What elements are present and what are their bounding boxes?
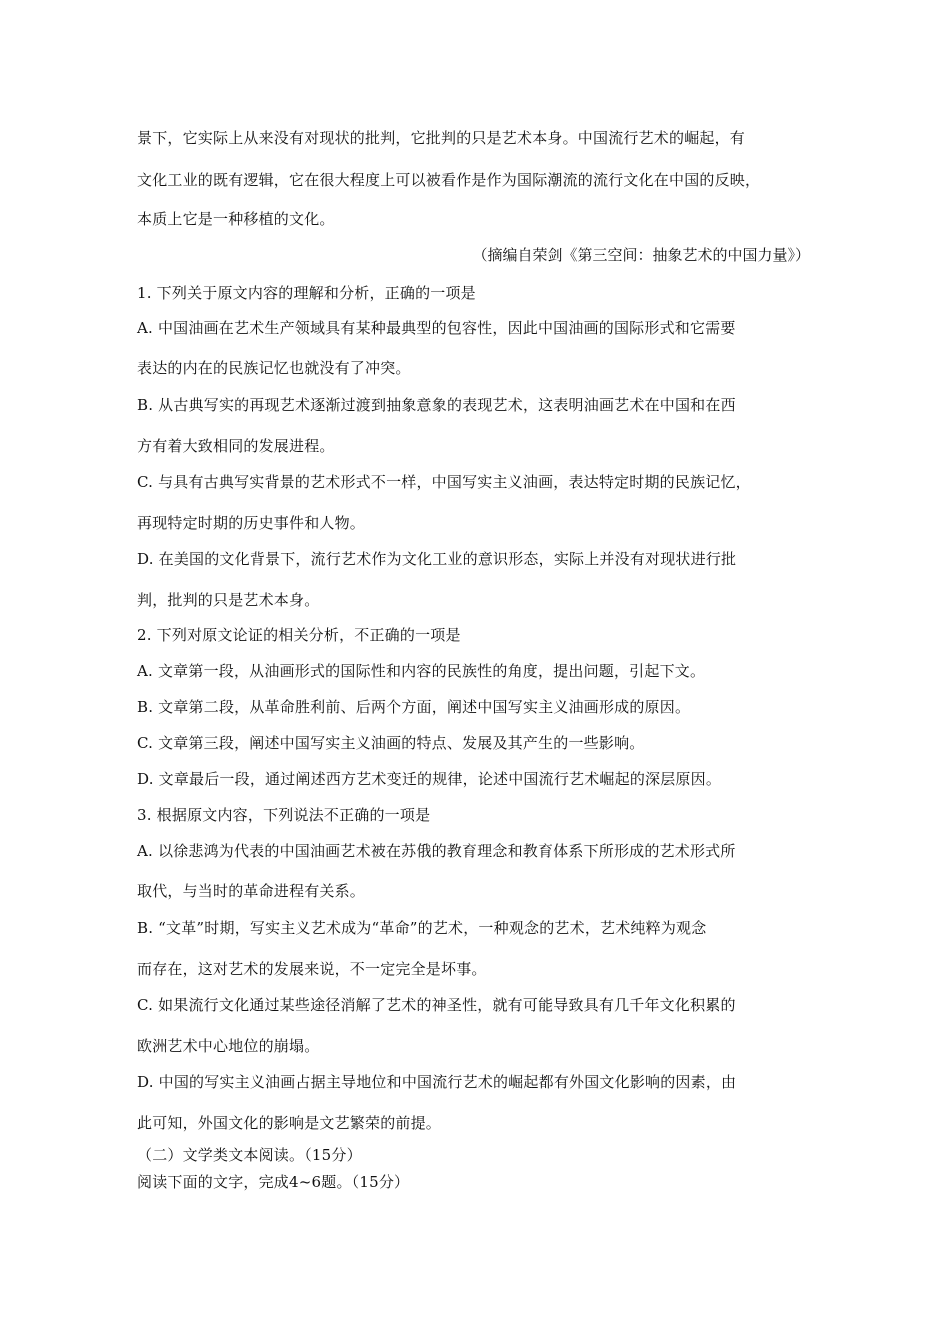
section-heading: （二）文学类文本阅读。（15分） bbox=[137, 1146, 362, 1164]
option-line: 判，批判的只是艺术本身。 bbox=[137, 591, 320, 609]
option-line: 表达的内在的民族记忆也就没有了冲突。 bbox=[137, 359, 411, 377]
question-stem: 2. 下列对原文论证的相关分析，不正确的一项是 bbox=[137, 626, 461, 644]
option-line: D. 中国的写实主义油画占据主导地位和中国流行艺术的崛起都有外国文化影响的因素，由 bbox=[137, 1073, 737, 1091]
option-line: 欧洲艺术中心地位的崩塌。 bbox=[137, 1037, 320, 1055]
option-line: D. 文章最后一段，通过阐述西方艺术变迁的规律，论述中国流行艺术崛起的深层原因。 bbox=[137, 770, 722, 788]
option-line: A. 中国油画在艺术生产领域具有某种最典型的包容性，因此中国油画的国际形式和它需要 bbox=[137, 319, 736, 337]
question-stem: 3. 根据原文内容，下列说法不正确的一项是 bbox=[137, 806, 431, 824]
option-line: 方有着大致相同的发展进程。 bbox=[137, 437, 335, 455]
passage-attribution: （摘编自荣剑《第三空间：抽象艺术的中国力量》） bbox=[472, 246, 810, 264]
passage-line: 文化工业的既有逻辑，它在很大程度上可以被看作是作为国际潮流的流行文化在中国的反映， bbox=[137, 171, 761, 189]
passage-line: 本质上它是一种移植的文化。 bbox=[137, 210, 335, 228]
passage-line: 景下，它实际上从来没有对现状的批判，它批判的只是艺术本身。中国流行艺术的崛起，有 bbox=[137, 129, 746, 147]
section-instruction: 阅读下面的文字，完成4~6题。（15分） bbox=[137, 1173, 410, 1191]
option-line: A. 以徐悲鸿为代表的中国油画艺术被在苏俄的教育理念和教育体系下所形成的艺术形式所 bbox=[137, 842, 736, 860]
question-stem: 1. 下列关于原文内容的理解和分析，正确的一项是 bbox=[137, 284, 476, 302]
option-line: C. 与具有古典写实背景的艺术形式不一样，中国写实主义油画，表达特定时期的民族记忆， bbox=[137, 473, 751, 491]
option-line: C. 如果流行文化通过某些途径消解了艺术的神圣性，就有可能导致具有几千年文化积累的 bbox=[137, 996, 736, 1014]
option-line: D. 在美国的文化背景下，流行艺术作为文化工业的意识形态，实际上并没有对现状进行批 bbox=[137, 550, 737, 568]
option-line: B. 从古典写实的再现艺术逐渐过渡到抽象意象的表现艺术，这表明油画艺术在中国和在西 bbox=[137, 396, 736, 414]
option-line: 再现特定时期的历史事件和人物。 bbox=[137, 514, 366, 532]
option-line: 而存在，这对艺术的发展来说，不一定完全是坏事。 bbox=[137, 960, 487, 978]
option-line: A. 文章第一段，从油画形式的国际性和内容的民族性的角度，提出问题，引起下文。 bbox=[137, 662, 706, 680]
option-line: B. “文革”时期，写实主义艺术成为“革命”的艺术，一种观念的艺术，艺术纯粹为观念 bbox=[137, 919, 707, 937]
option-line: C. 文章第三段，阐述中国写实主义油画的特点、发展及其产生的一些影响。 bbox=[137, 734, 645, 752]
option-line: B. 文章第二段，从革命胜利前、后两个方面，阐述中国写实主义油画形成的原因。 bbox=[137, 698, 691, 716]
option-line: 此可知，外国文化的影响是文艺繁荣的前提。 bbox=[137, 1114, 442, 1132]
option-line: 取代，与当时的革命进程有关系。 bbox=[137, 882, 366, 900]
